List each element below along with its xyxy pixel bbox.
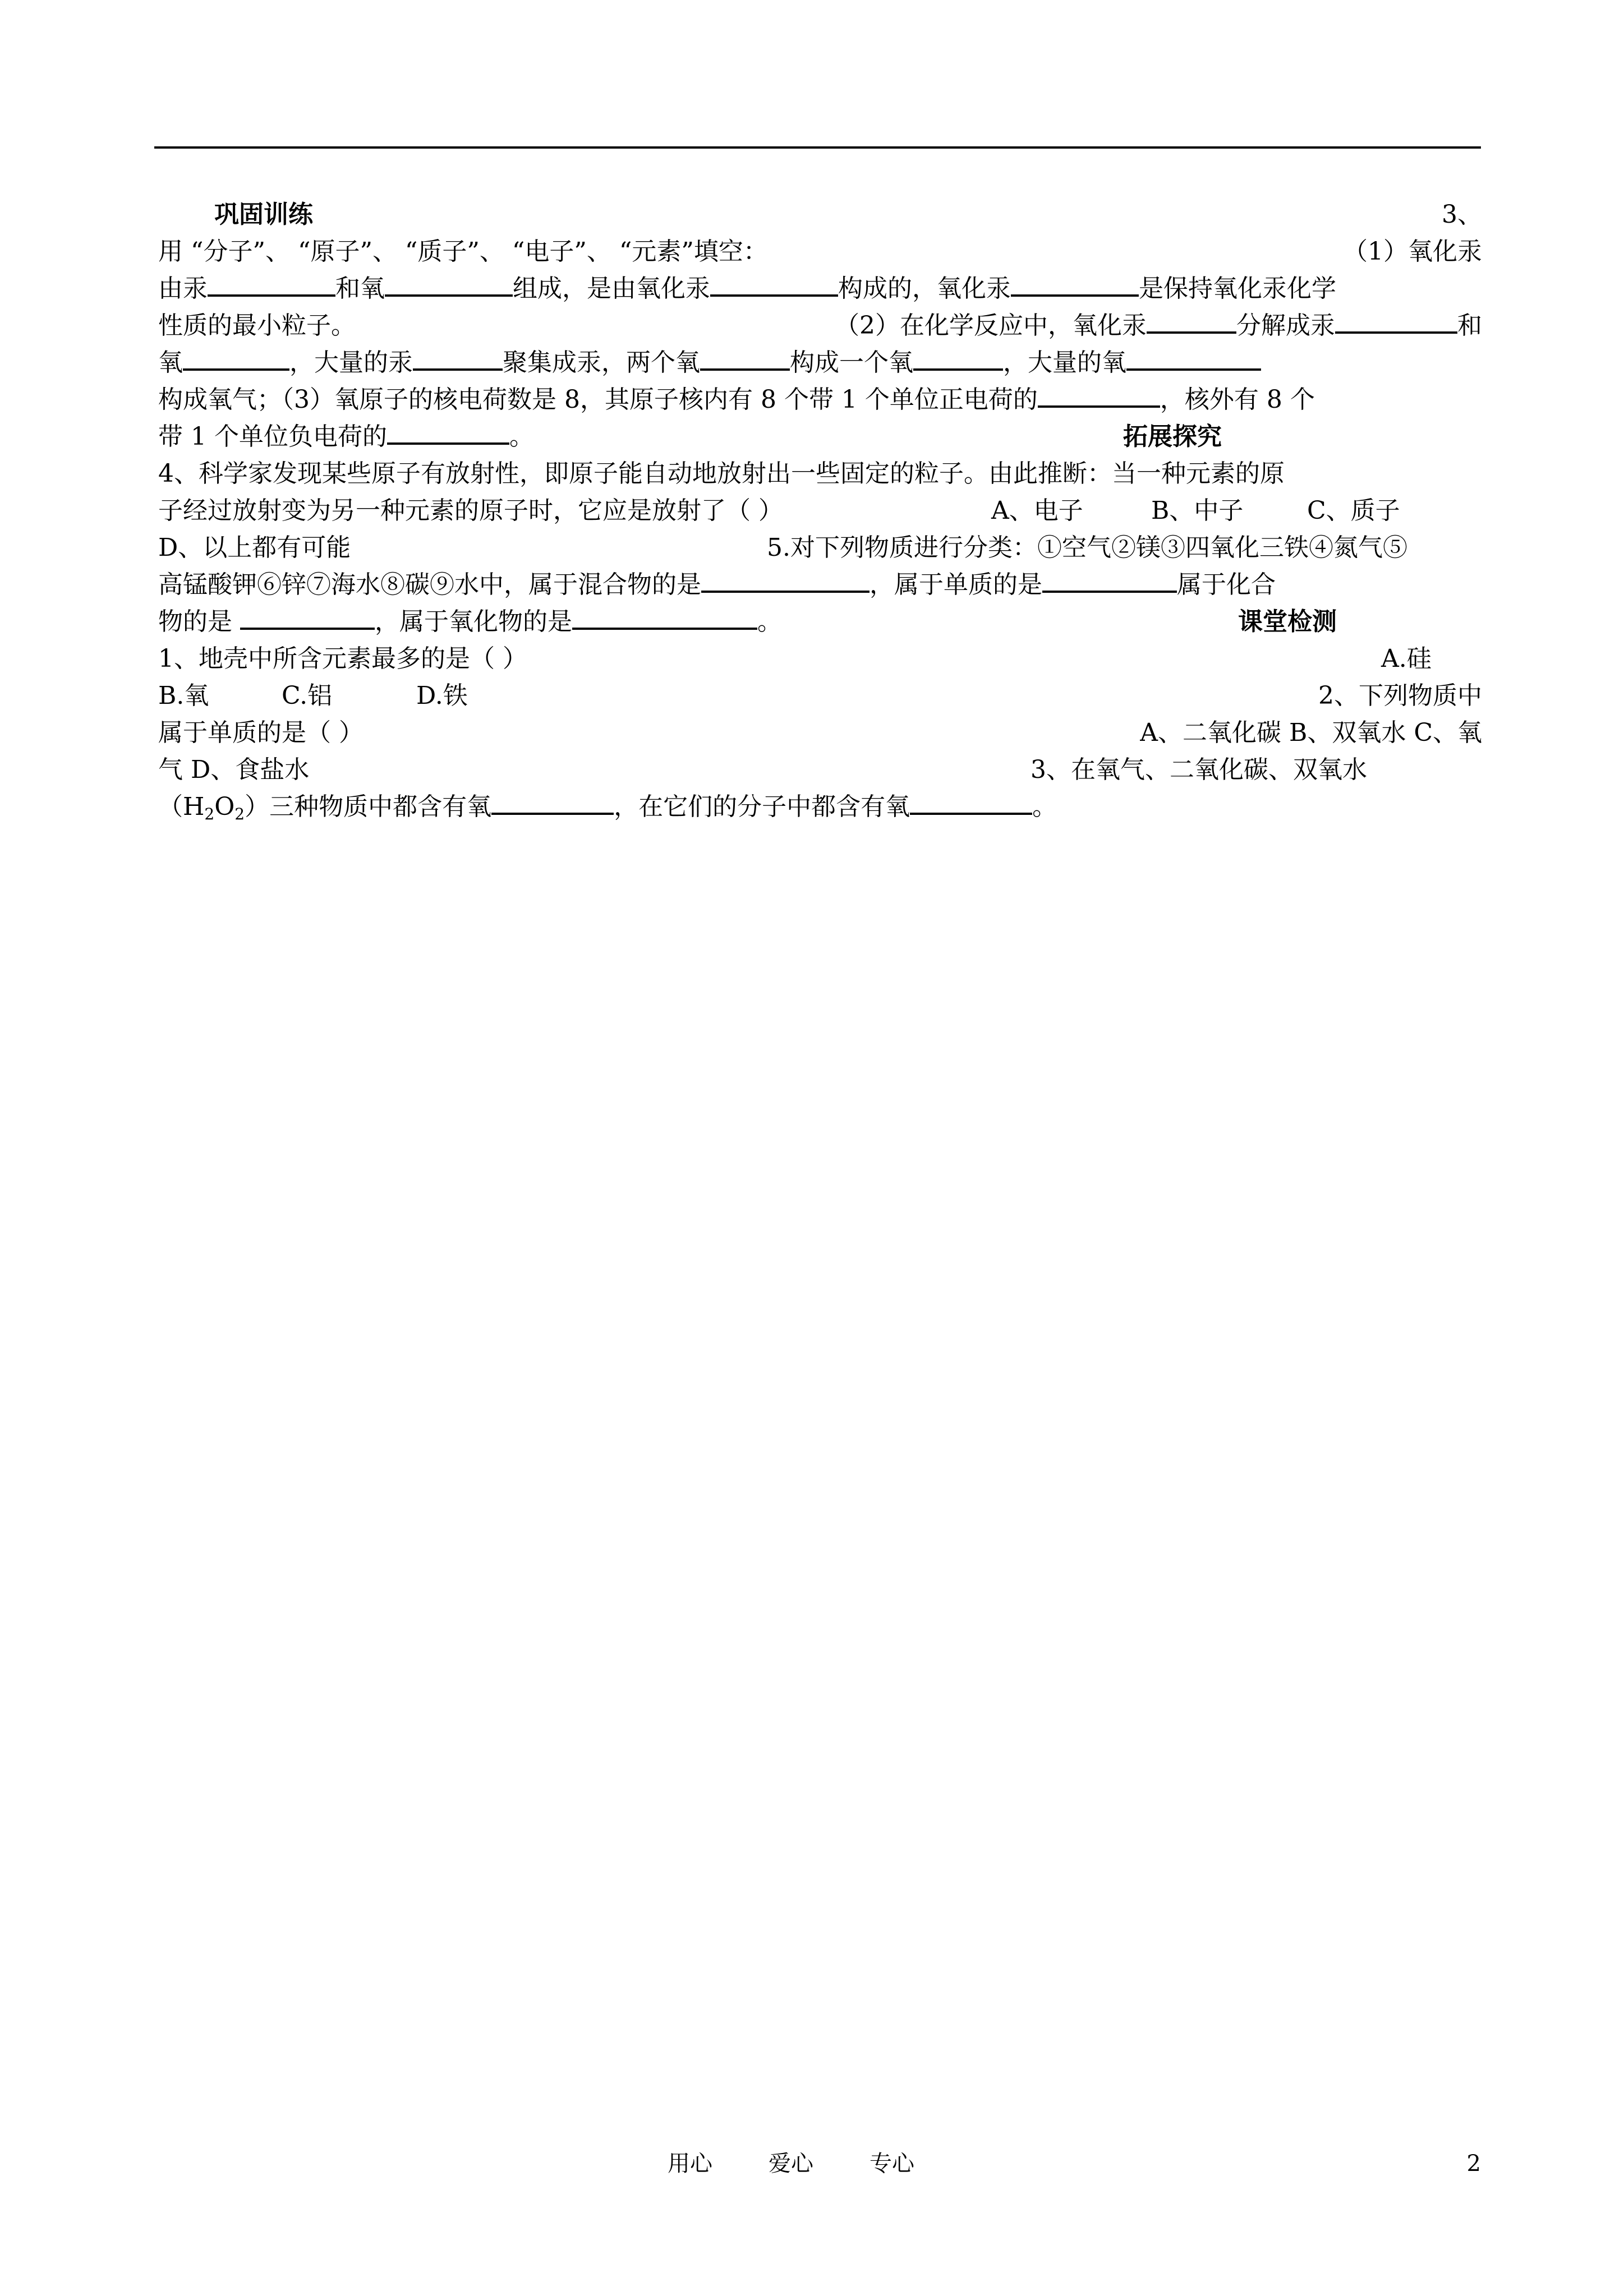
question-3-text-b: 性质的最小粒子。 (158, 311, 356, 340)
line-6 (158, 381, 1482, 418)
line-17 (158, 789, 1482, 826)
answer-blank[interactable] (208, 271, 335, 297)
question-4-text-b: 子经过放射变为另一种元素的原子时，它应是放射了（ ） (158, 496, 783, 525)
answer-blank[interactable] (385, 271, 513, 297)
question-5-text-a: 5.对下列物质进行分类：①空气②镁③四氧化三铁④氮气⑤ (767, 533, 1407, 562)
answer-blank[interactable] (491, 789, 614, 815)
question-4-text-a: 4、科学家发现某些原子有放射性，即原子能自动地放射出一些固定的粒子。由此推断：当一种元素的原 (158, 459, 1285, 488)
line-3 (158, 270, 1482, 307)
line-9 (158, 492, 1482, 529)
question-4-option-a: A、电子 (991, 496, 1083, 525)
answer-blank[interactable] (1126, 345, 1261, 371)
check-1-option-b: B.氧 (158, 681, 209, 710)
worksheet-content (158, 196, 1482, 826)
line-5 (158, 344, 1482, 381)
answer-blank[interactable] (387, 419, 509, 445)
check-3-question: 3、在氧气、二氧化碳、双氧水 (1030, 755, 1367, 784)
question-4-option-d: D、以上都有可能 (158, 533, 351, 562)
question-3-instruction: 用 “分子”、 “原子”、 “质子”、 “电子”、 “元素”填空： (158, 237, 768, 266)
line-14 (158, 677, 1482, 714)
answer-blank[interactable] (1042, 567, 1177, 593)
line-8 (158, 455, 1482, 492)
question-3-part1-label: （1）氧化汞 (1343, 237, 1482, 266)
header-rule (154, 146, 1481, 149)
answer-blank[interactable] (1038, 382, 1160, 408)
section-heading-consolidation: 巩固训练 (214, 200, 313, 229)
question-3-part2: （2）在化学反应中，氧化汞 分解成汞 和 (835, 307, 1482, 344)
question-5-text-b: 高锰酸钾⑥锌⑦海水⑧碳⑨水中，属于混合物的是 ，属于单质的是 属于化合 (158, 566, 1276, 603)
question-3-text-c: 氧 ，大量的汞 聚集成汞，两个氧 构成一个氧 ，大量的氧 (158, 344, 1261, 381)
line-7 (158, 418, 1482, 455)
line-2 (158, 233, 1482, 270)
answer-blank[interactable] (1335, 308, 1457, 334)
check-1-question: 1、地壳中所含元素最多的是（ ） (158, 644, 527, 673)
check-3-text: $(H_2O_2)$三种物质中都含有氧 ，在它们的分子中都含有氧 。 (158, 789, 1057, 828)
footer-motto: 用心 爱心 专心 (668, 2151, 914, 2177)
answer-blank[interactable] (183, 345, 289, 371)
answer-blank[interactable] (913, 345, 1003, 371)
line-15 (158, 714, 1482, 751)
line-1 (158, 196, 1482, 233)
line-11 (158, 566, 1482, 603)
check-2-option-d: 气 D、食盐水 (158, 755, 310, 784)
answer-blank[interactable] (413, 345, 503, 371)
check-2-number: 2、下列物质中 (1318, 681, 1482, 710)
answer-blank[interactable] (700, 345, 790, 371)
check-2-options: A、二氧化碳 B、双氧水 C、氧 (1140, 718, 1482, 747)
answer-blank[interactable] (910, 789, 1032, 815)
answer-blank[interactable] (240, 604, 375, 630)
answer-blank[interactable] (572, 604, 757, 630)
answer-blank[interactable] (1011, 271, 1139, 297)
answer-blank[interactable] (710, 271, 838, 297)
line-12 (158, 603, 1482, 640)
question-4-option-c: C、质子 (1307, 496, 1400, 525)
question-3-number: 3、 (1442, 200, 1482, 229)
question-3-text-e: 带 1 个单位负电荷的 。 (158, 418, 534, 455)
page-number: 2 (1466, 2151, 1481, 2177)
question-5-text-c: 物的是 ，属于氧化物的是 。 (158, 603, 782, 640)
check-2-question: 属于单质的是（ ） (158, 718, 364, 747)
line-10 (158, 529, 1482, 566)
line-16 (158, 751, 1482, 789)
question-4-option-b: B、中子 (1151, 496, 1244, 525)
check-1-option-d: D.铁 (416, 681, 468, 710)
line-4 (158, 307, 1482, 344)
answer-blank[interactable] (1147, 308, 1236, 334)
check-1-option-c: C.铝 (282, 681, 333, 710)
answer-blank[interactable] (701, 567, 869, 593)
line-13 (158, 640, 1482, 677)
question-3-text-a: 由汞 和氧 组成，是由氧化汞 构成的，氧化汞 是保持氧化汞化学 (158, 270, 1336, 307)
section-heading-classroom-check: 课堂检测 (1238, 607, 1337, 636)
check-1-option-a: A.硅 (1381, 644, 1432, 673)
section-heading-extension: 拓展探究 (1123, 422, 1222, 451)
question-3-text-d: 构成氧气；（3）氧原子的核电荷数是 8，其原子核内有 8 个带 1 个单位正电荷的 ，核外有 8 个 (158, 381, 1315, 418)
